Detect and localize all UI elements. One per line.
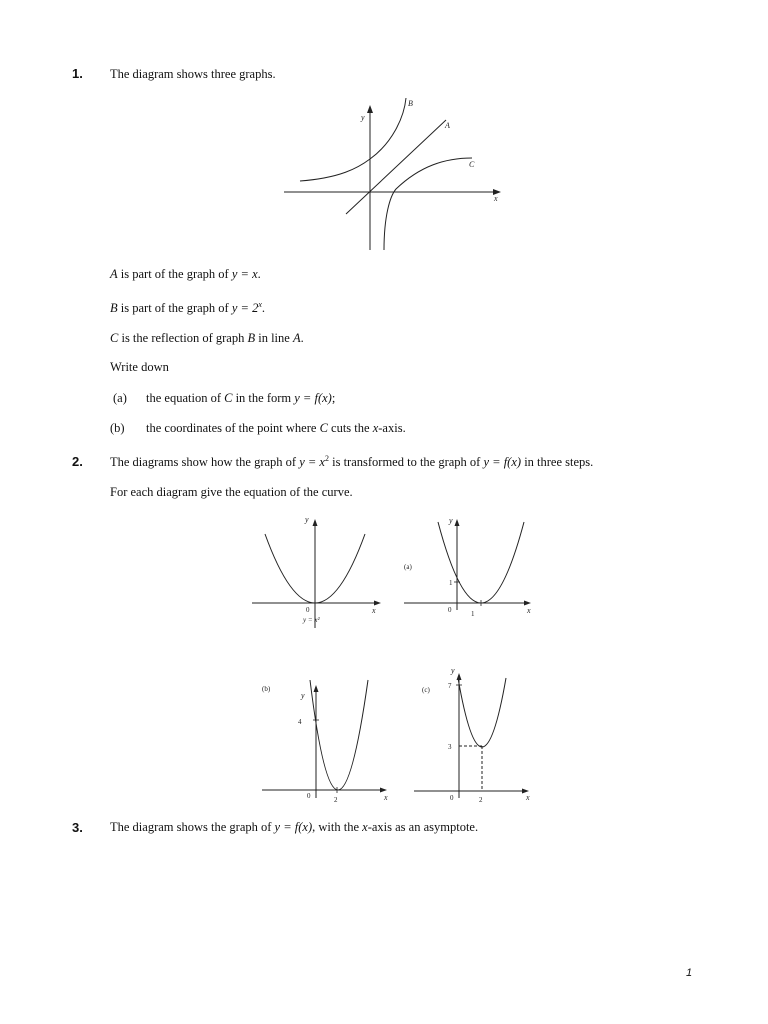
q1-curve-c — [384, 158, 472, 250]
q2-dc-y-mid: 3 — [448, 743, 452, 751]
q2-diagram-b — [256, 672, 396, 808]
question-2-instruction: For each diagram give the equation of the curve. — [110, 485, 353, 499]
q1-x-label: x — [494, 194, 498, 203]
q2-db-x-tick: 2 — [334, 796, 338, 804]
q2-db-tag: (b) — [262, 685, 271, 693]
q2-dc-y-label: y — [451, 666, 455, 675]
q1-y-arrow — [367, 105, 373, 113]
q2-db-x-label: x — [384, 793, 388, 802]
q2-parabola-a — [438, 522, 524, 603]
q2-parabola-c — [458, 678, 506, 747]
q1-part-a-label: (a) — [113, 391, 127, 405]
q2-d0-x-label: x — [372, 606, 376, 615]
q2-parabola-b — [310, 680, 368, 790]
q1-part-a-text: the equation of C in the form y = f(x); — [146, 391, 336, 405]
q2-dc-y-top: 7 — [448, 682, 452, 690]
q2-d0-y-label: y — [305, 515, 309, 524]
q1-part-b-text: the coordinates of the point where C cuts the x-axis. — [146, 421, 406, 435]
q2-diagram-a — [400, 512, 540, 632]
q1-write-down: Write down — [110, 360, 169, 374]
q1-graph — [280, 96, 510, 256]
q1-statement-a: A is part of the graph of y = x. — [110, 267, 261, 281]
q1-curve-b — [300, 98, 406, 181]
question-3-number: 3. — [72, 820, 83, 835]
question-2-number: 2. — [72, 454, 83, 469]
q2-da-tag: (a) — [404, 563, 412, 571]
question-1-intro: The diagram shows three graphs. — [110, 67, 276, 81]
q2-da-y-label: y — [449, 516, 453, 525]
q1-part-b-label: (b) — [110, 421, 125, 435]
q2-dc-origin: 0 — [450, 794, 454, 802]
q1-label-a: A — [445, 121, 450, 130]
question-2-intro: The diagrams show how the graph of $y = x^2$ is transformed to the graph of y = f(x) in three steps. — [110, 454, 594, 470]
q2-d0-origin: 0 — [306, 606, 310, 614]
q2-diagram-original — [248, 512, 388, 632]
q2-dc-x-tick: 2 — [479, 796, 483, 804]
q1-label-b: B — [408, 99, 413, 108]
question-1-number: 1. — [72, 66, 83, 81]
q2-da-x-tick: 1 — [471, 610, 475, 618]
q2-d0-caption: y = x² — [303, 616, 320, 624]
q2-da-origin: 0 — [448, 606, 452, 614]
q1-line-a — [346, 120, 446, 214]
q2-db-y-tick: 4 — [298, 718, 302, 726]
q2-db-y-label: y — [301, 691, 305, 700]
q2-dc-tag: (c) — [422, 686, 430, 694]
q2-da-y-tick: 1 — [449, 579, 453, 587]
question-3-text: The diagram shows the graph of y = f(x), with the x-axis as an asymptote. — [110, 820, 479, 834]
q2-da-x-label: x — [527, 606, 531, 615]
q1-y-label: y — [361, 113, 365, 122]
q2-dc-x-label: x — [526, 793, 530, 802]
q1-label-c: C — [469, 160, 475, 169]
q2-db-origin: 0 — [307, 792, 311, 800]
q1-statement-b: B is part of the graph of $y = 2^x$. — [110, 300, 266, 316]
page-number: 1 — [686, 967, 693, 979]
q1-statement-c: C is the reflection of graph B in line A. — [110, 331, 304, 345]
q2-diagram-c — [400, 660, 540, 808]
